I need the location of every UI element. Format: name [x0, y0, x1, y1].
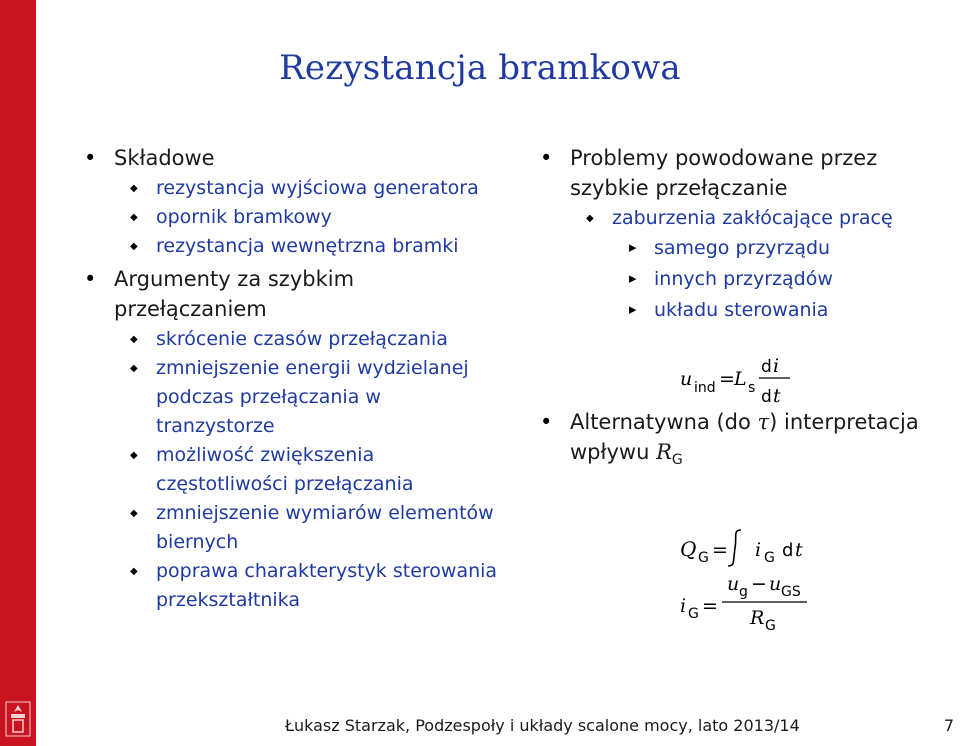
sub-sub-bullet: ▸ układu sterowania	[540, 295, 955, 326]
sub-bullet: ◆ skrócenie czasów przełączania	[84, 325, 504, 354]
f3-minus: −	[751, 573, 767, 595]
formula-gate-charge	[675, 518, 835, 638]
f3-R: R	[750, 607, 765, 629]
alt-text-pre: Alternatywna (do	[570, 410, 758, 434]
accent-sidebar	[0, 0, 36, 692]
bullet-alternatywna	[540, 407, 955, 475]
f3-GS: GS	[781, 584, 801, 600]
f1-den-t: t	[773, 385, 781, 407]
sub-bullet: ◆ opornik bramkowy	[84, 203, 504, 232]
alt-text-post: ) interpretacja wpływu	[570, 410, 919, 464]
f2-i: i	[755, 539, 762, 561]
f3-uGS: u	[769, 573, 782, 595]
f3-G: G	[688, 606, 699, 622]
bullet-text	[570, 410, 919, 469]
f1-num-i: i	[773, 355, 780, 377]
f1-num-d: d	[761, 357, 772, 377]
footer-text: Łukasz Starzak, Podzespoły i układy scalone mocy, lato 2013/14	[285, 716, 800, 735]
f2-d: d	[782, 540, 794, 561]
alt-r: R	[656, 440, 672, 464]
sub-bullet: ◆ rezystancja wewnętrzna bramki	[84, 232, 504, 261]
sub-bullet: ◆ zaburzenia zakłócające pracę	[540, 204, 955, 233]
f1-den-d: d	[761, 387, 772, 407]
logo-emblem-icon	[3, 700, 33, 738]
f1-u: u	[680, 368, 693, 390]
f1-eq: =	[719, 368, 735, 390]
university-logo	[0, 692, 36, 746]
bullet-text: Problemy powodowane przez szybkie przełączanie	[570, 146, 878, 200]
f3-ug: u	[727, 573, 740, 595]
page-number: 7	[943, 716, 954, 735]
f2-QG: G	[698, 550, 709, 566]
sub-sub-bullet: ▸ samego przyrządu	[540, 233, 955, 264]
f1-ind: ind	[694, 380, 716, 396]
f3-RG: G	[765, 618, 776, 634]
f1-L: L	[734, 368, 747, 390]
sub-bullet: ◆ zmniejszenie wymiarów elementów biernych	[84, 499, 504, 557]
bullet-problemy	[540, 143, 955, 203]
bullet-argumenty	[84, 264, 504, 324]
f1-s: s	[748, 380, 756, 396]
formula-induced-voltage	[674, 352, 814, 412]
f2-eq: =	[712, 539, 728, 561]
sub-sub-bullet: ▸ innych przyrządów	[540, 264, 955, 295]
f2-Q: Q	[680, 537, 697, 561]
sub-bullet: ◆ zmniejszenie energii wydzielanej podczas przełączania w tranzystorze	[84, 354, 504, 441]
left-column	[84, 143, 504, 615]
alt-tau: τ	[757, 410, 770, 434]
bullet-skladowe	[84, 143, 504, 173]
slide-title: Rezystancja bramkowa	[279, 48, 681, 88]
f2-t: t	[795, 539, 803, 561]
right-column	[540, 143, 955, 476]
sub-bullet: ◆ rezystancja wyjściowa generatora	[84, 174, 504, 203]
f3-i: i	[680, 595, 687, 617]
integral-sign-icon	[728, 530, 741, 566]
f3-g: g	[739, 584, 748, 600]
sub-bullet: ◆ możliwość zwiększenia częstotliwości przełączania	[84, 441, 504, 499]
f2-iG: G	[764, 550, 775, 566]
f3-eq: =	[702, 595, 718, 617]
bullet-text: Składowe	[114, 146, 215, 170]
alt-r-sub: G	[671, 452, 683, 469]
sub-bullet: ◆ poprawa charakterystyk sterowania przekształtnika	[84, 557, 504, 615]
bullet-text: Argumenty za szybkim przełączaniem	[114, 267, 355, 321]
